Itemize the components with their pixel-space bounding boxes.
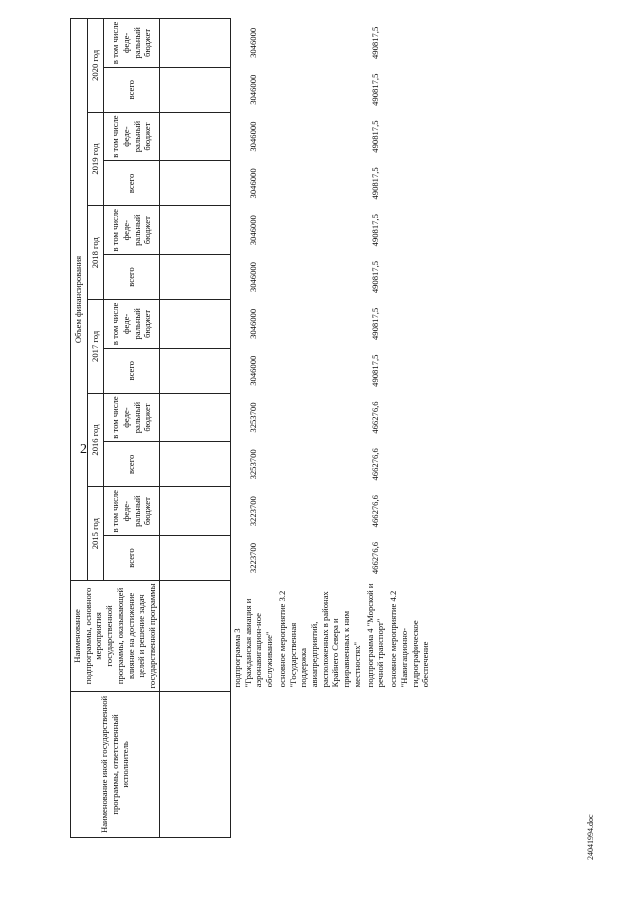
row-value <box>276 255 364 300</box>
row-value <box>387 393 432 442</box>
row-value: 490817,5 <box>370 73 381 106</box>
header-year: 2015 год <box>87 487 104 581</box>
row-value <box>387 442 432 487</box>
header-federal: в том числе феде-ральный бюджет <box>104 206 160 255</box>
row-value: 3046000 <box>247 262 258 293</box>
row-value <box>276 487 364 536</box>
row-value <box>276 19 364 68</box>
row-value <box>387 348 432 393</box>
row-value <box>387 536 432 581</box>
row-value <box>387 487 432 536</box>
row-program-cell <box>276 691 364 837</box>
row-value: 3046000 <box>247 355 258 386</box>
header-federal: в том числе феде-ральный бюджет <box>104 300 160 349</box>
row-value: 3253700 <box>247 402 258 433</box>
row-value <box>387 300 432 349</box>
row-value: 490817,5 <box>370 214 381 247</box>
row-value: 490817,5 <box>370 120 381 153</box>
row-value: 3046000 <box>247 74 258 105</box>
row-value: 3046000 <box>247 168 258 199</box>
row-name: подпрограмма 4 "Морской и речной транспорт" <box>364 583 386 688</box>
funding-table <box>70 18 432 838</box>
row-value: 3046000 <box>247 27 258 58</box>
row-value: 490817,5 <box>370 307 381 340</box>
header-federal: в том числе феде-ральный бюджет <box>104 393 160 442</box>
row-value: 3046000 <box>247 121 258 152</box>
header-funding: Объем финансирования <box>71 19 88 581</box>
header-federal: в том числе феде-ральный бюджет <box>104 112 160 161</box>
row-value: 3046000 <box>247 215 258 246</box>
row-value <box>387 67 432 112</box>
row-name: основное мероприятие 3.2 "Государственная поддержка авиапредприятий, расположенных в районах Крайнего Севера и приравненных к ним местностях" <box>276 590 362 688</box>
header-total: всего <box>104 442 160 487</box>
row-value: 466276,6 <box>370 448 381 481</box>
header-year: 2018 год <box>87 206 104 300</box>
row-value <box>276 161 364 206</box>
row-value <box>387 206 432 255</box>
table-row <box>364 19 387 838</box>
row-value: 490817,5 <box>370 354 381 387</box>
header-program-name: Наименование иной государственной программы, ответственный исполнитель <box>71 691 160 837</box>
row-value: 466276,6 <box>370 401 381 434</box>
table-row <box>387 19 432 838</box>
row-value <box>276 67 364 112</box>
page-number: 2 <box>80 442 87 457</box>
blank-separator-row <box>159 19 230 838</box>
header-year: 2020 год <box>87 19 104 113</box>
header-total: всего <box>104 161 160 206</box>
row-value: 3253700 <box>247 449 258 480</box>
row-value <box>276 393 364 442</box>
row-value: 3223700 <box>247 542 258 574</box>
row-program-cell <box>230 691 275 837</box>
header-total: всего <box>104 67 160 112</box>
header-year: 2019 год <box>87 112 104 206</box>
row-value <box>387 161 432 206</box>
table-row <box>230 19 275 838</box>
rotated-table-wrapper <box>70 18 590 838</box>
row-name: подпрограмма 3 "Гражданская авиация и аэронавигацион-ное обслуживание" <box>231 598 275 688</box>
row-value <box>276 442 364 487</box>
header-row-1 <box>71 19 88 838</box>
row-value <box>276 300 364 349</box>
row-program-cell <box>387 691 432 837</box>
row-value <box>276 536 364 581</box>
row-value: 3046000 <box>247 308 258 339</box>
row-value: 490817,5 <box>370 26 381 59</box>
row-value: 3223700 <box>247 496 258 527</box>
row-value: 466276,6 <box>370 541 381 575</box>
header-total: всего <box>104 536 160 581</box>
table-row <box>276 19 364 838</box>
row-value <box>276 348 364 393</box>
row-name: основное мероприятие 4.2 "Навигационно-гидрографическое обеспечение <box>388 590 431 688</box>
row-value: 466276,6 <box>370 495 381 528</box>
header-total: всего <box>104 348 160 393</box>
row-value <box>387 255 432 300</box>
footer-doc-code: 24041994.doc <box>586 814 595 860</box>
header-federal: в том числе феде-ральный бюджет <box>104 19 160 68</box>
row-value <box>276 112 364 161</box>
header-federal: в том числе феде-ральный бюджет <box>104 487 160 536</box>
row-program-cell <box>364 691 387 837</box>
row-value <box>276 206 364 255</box>
header-subprogram-name: Наименование подпрограммы, основного мероприятия государственной программы, оказывающей влияние на достижение целей и решение задач государственной программы <box>71 581 160 692</box>
header-total: всего <box>104 255 160 300</box>
header-year: 2017 год <box>87 300 104 394</box>
row-value <box>387 19 432 68</box>
row-value: 490817,5 <box>370 260 381 294</box>
row-value <box>387 112 432 161</box>
header-year: 2016 год <box>87 393 104 487</box>
row-value: 490817,5 <box>370 167 381 200</box>
